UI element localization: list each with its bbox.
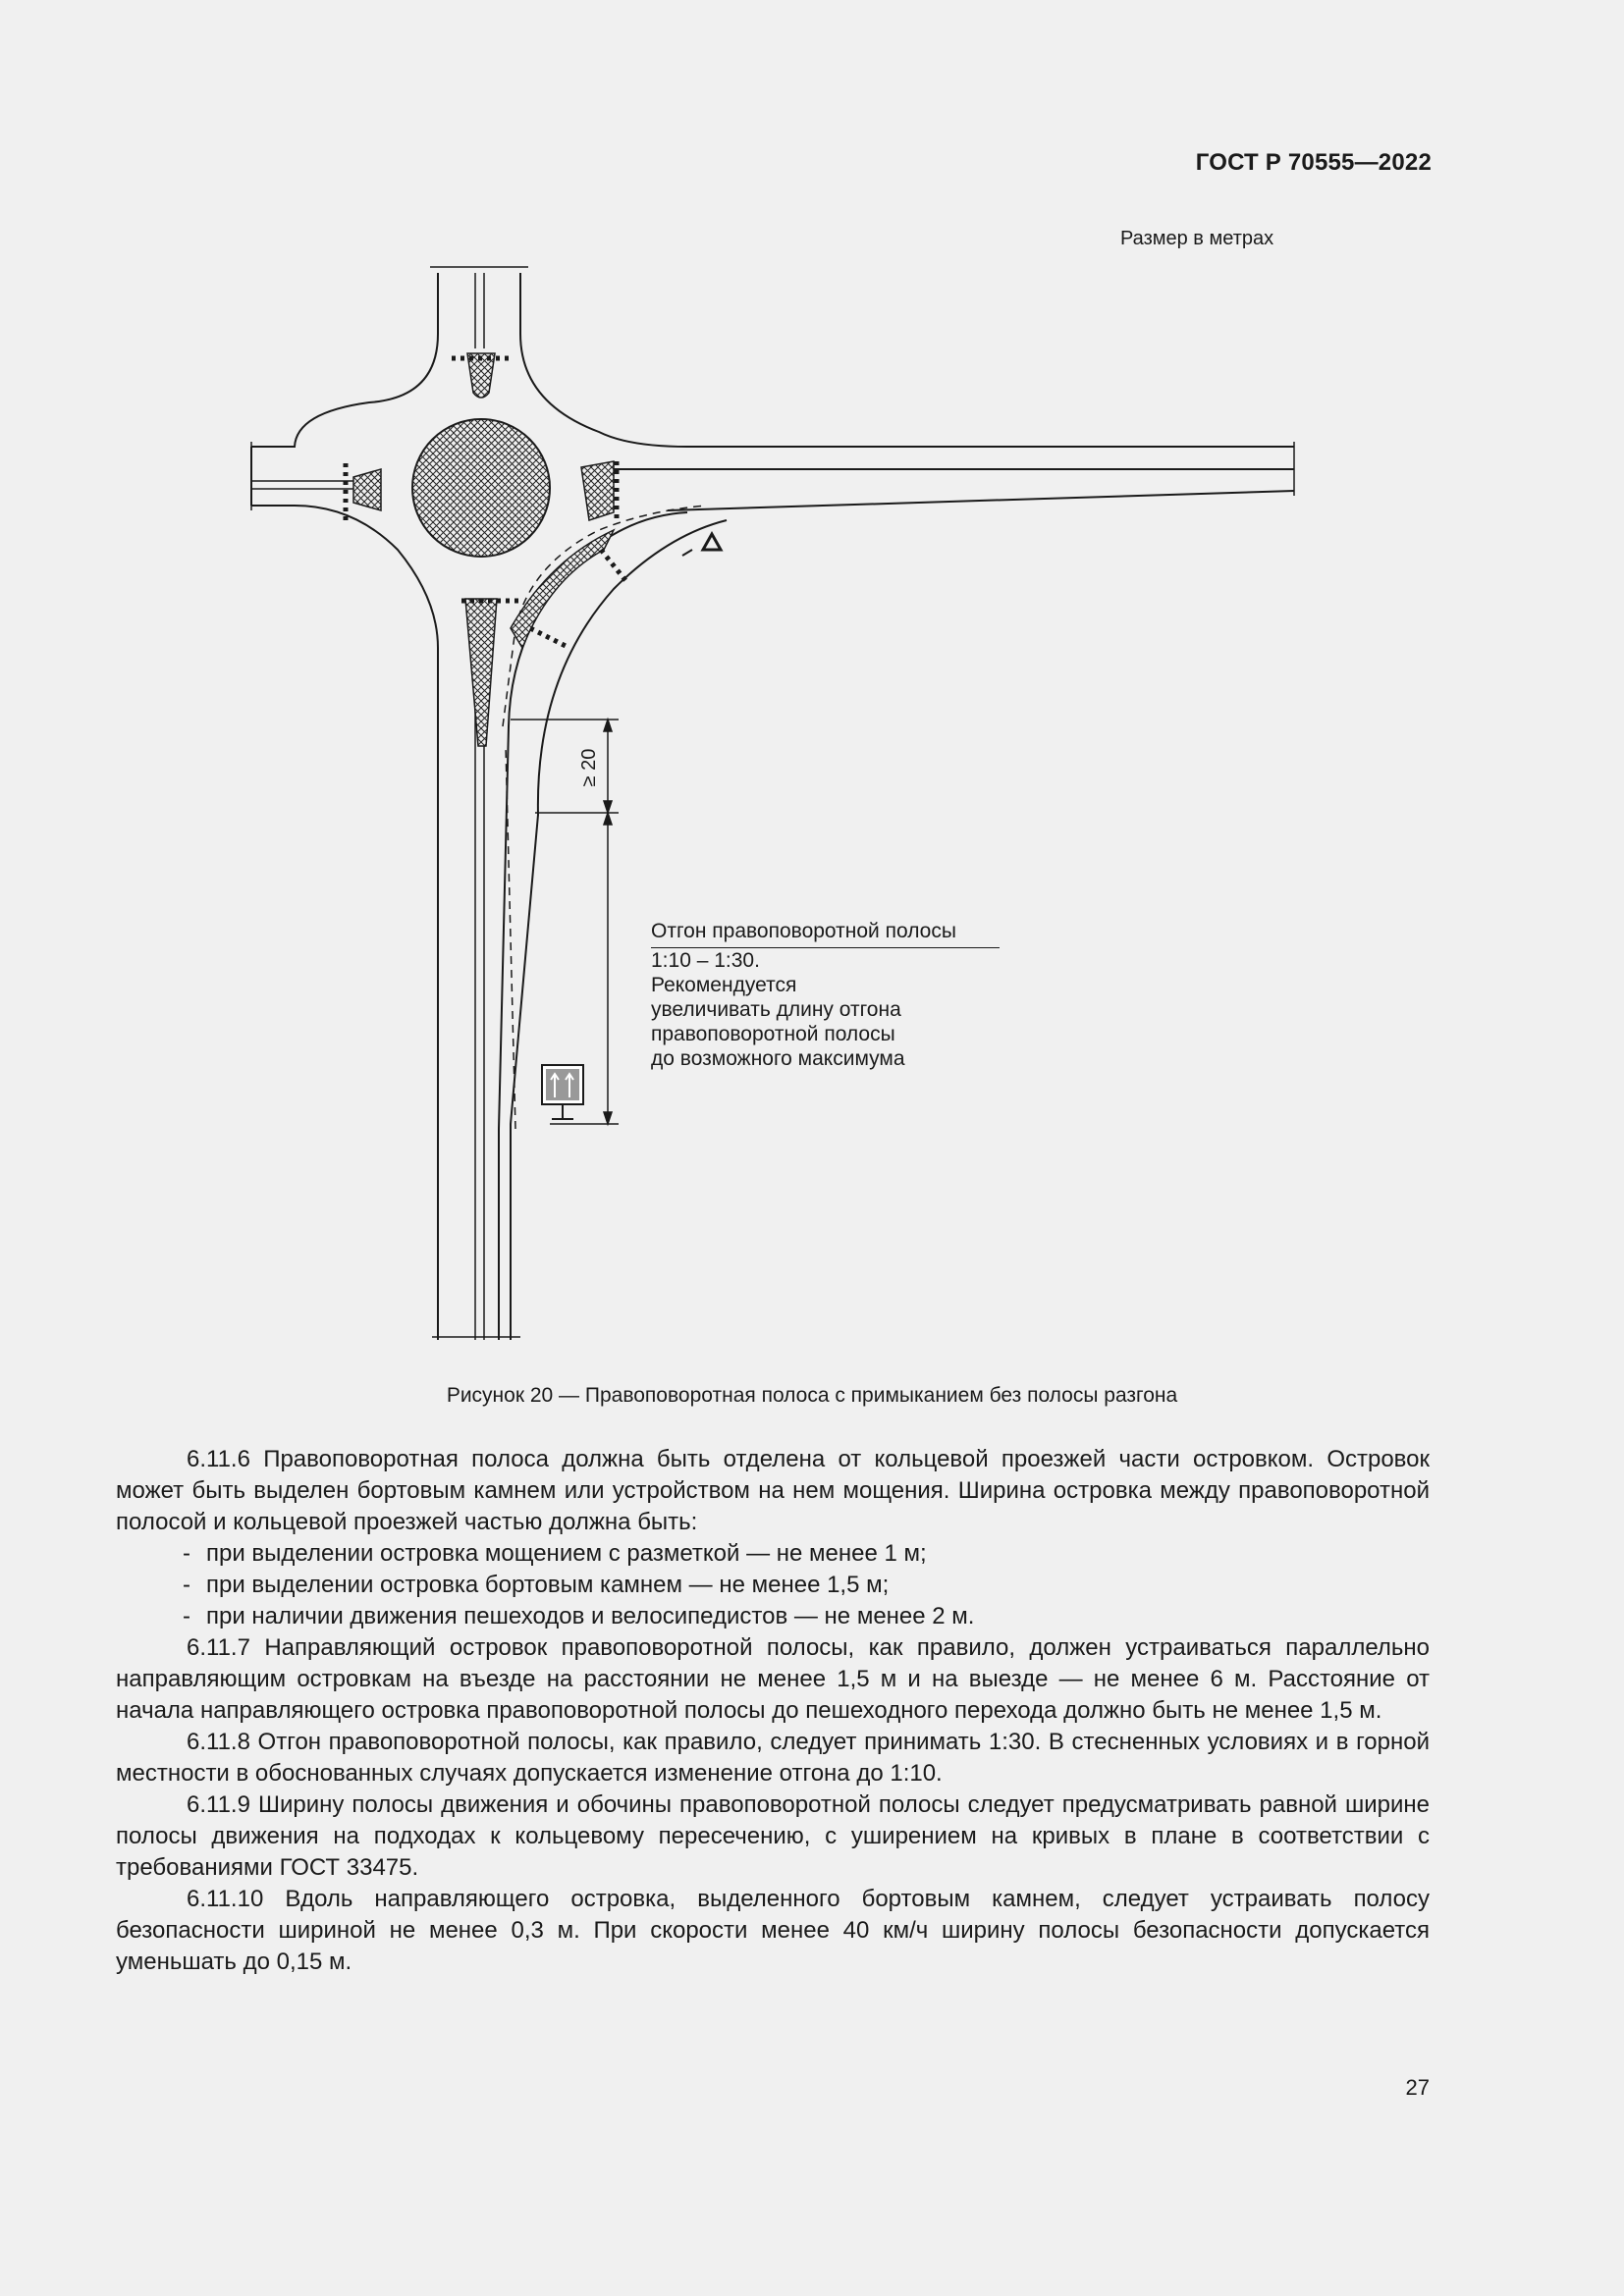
paragraph-6-11-8: 6.11.8 Отгон правоповоротной полосы, как правило, следует принимать 1:30. В стесненных условиях и в горной местности в обоснованных случаях допускается изменение отгона до 1:10.	[116, 1729, 1430, 1787]
note-line: 1:10 – 1:30.	[651, 949, 760, 972]
page-number: 27	[1405, 2075, 1430, 2100]
right-turn-island	[511, 530, 614, 648]
note-line: увеличивать длину отгона	[651, 998, 901, 1021]
list-item-text: при выделении островка бортовым камнем — не менее 1,5 м;	[206, 1572, 890, 1598]
list-item	[116, 1601, 1430, 1632]
bullet-marker: -	[183, 1603, 190, 1629]
paragraph-6-11-6: 6.11.6 Правоповоротная полоса должна быть отделена от кольцевой проезжей части островком. Островок может быть выделен бортовым камнем или устройством на нем мощения. Ширина островка между правоповоротной полосой и кольцевой проезжей частью должна быть:	[116, 1446, 1430, 1535]
units-note: Размер в метрах	[1120, 228, 1274, 249]
list-item-text: при наличии движения пешеходов и велосипедистов — не менее 2 м.	[206, 1603, 975, 1629]
edge-south-west	[251, 506, 438, 1340]
paragraph-6-11-7: 6.11.7 Направляющий островок правоповоротной полосы, как правило, должен устраиваться параллельно направляющим островкам на въезде на расстоянии не менее 1,5 м и на выезде — не менее 6 м. Расстояние от начала направляющего островка правоповоротной полосы до пешеходного перехода должно быть не менее 1,5 м.	[116, 1634, 1430, 1724]
central-island	[412, 419, 550, 557]
list-item-text: при выделении островка мощением с разметкой — не менее 1 м;	[206, 1540, 927, 1567]
paragraph-6-11-10: 6.11.10 Вдоль направляющего островка, выделенного бортовым камнем, следует устраивать полосу безопасности шириной не менее 0,3 м. При скорости менее 40 км/ч ширину полосы безопасности допускается уменьшать до 0,15 м.	[116, 1886, 1430, 1975]
list-item	[116, 1538, 1430, 1570]
lane-direction-sign-icon	[542, 1065, 583, 1119]
edge-north-west	[251, 273, 438, 447]
east-splitter	[581, 461, 614, 520]
note-line: Рекомендуется	[651, 974, 797, 996]
dimension-label: ≥ 20	[578, 748, 600, 787]
lane-taper-note	[651, 919, 1004, 1071]
paragraph-6-11-9: 6.11.9 Ширину полосы движения и обочины правоповоротной полосы следует предусматривать равной ширине полосы движения на подходах к кольцевому пересечению, с уширением на кривых в плане в соответствии с требованиями ГОСТ 33475.	[116, 1791, 1430, 1881]
figure-caption: Рисунок 20 — Правоповоротная полоса с примыканием без полосы разгона	[446, 1384, 1178, 1407]
note-line: до возможного максимума	[651, 1047, 905, 1070]
yield-sign-icon	[703, 534, 721, 550]
west-splitter	[353, 469, 381, 510]
edge-north-east	[520, 273, 1294, 447]
document-code-header: ГОСТ Р 70555—2022	[1195, 149, 1432, 176]
edge-east-bottom	[668, 491, 1294, 510]
body-text	[116, 1444, 1430, 1978]
bullet-marker: -	[183, 1572, 190, 1598]
south-splitter	[465, 599, 497, 746]
note-title: Отгон правоповоротной полосы	[651, 919, 1000, 948]
list-item	[116, 1570, 1430, 1601]
note-line: правоповоротной полосы	[651, 1023, 895, 1045]
bullet-marker: -	[183, 1540, 190, 1567]
